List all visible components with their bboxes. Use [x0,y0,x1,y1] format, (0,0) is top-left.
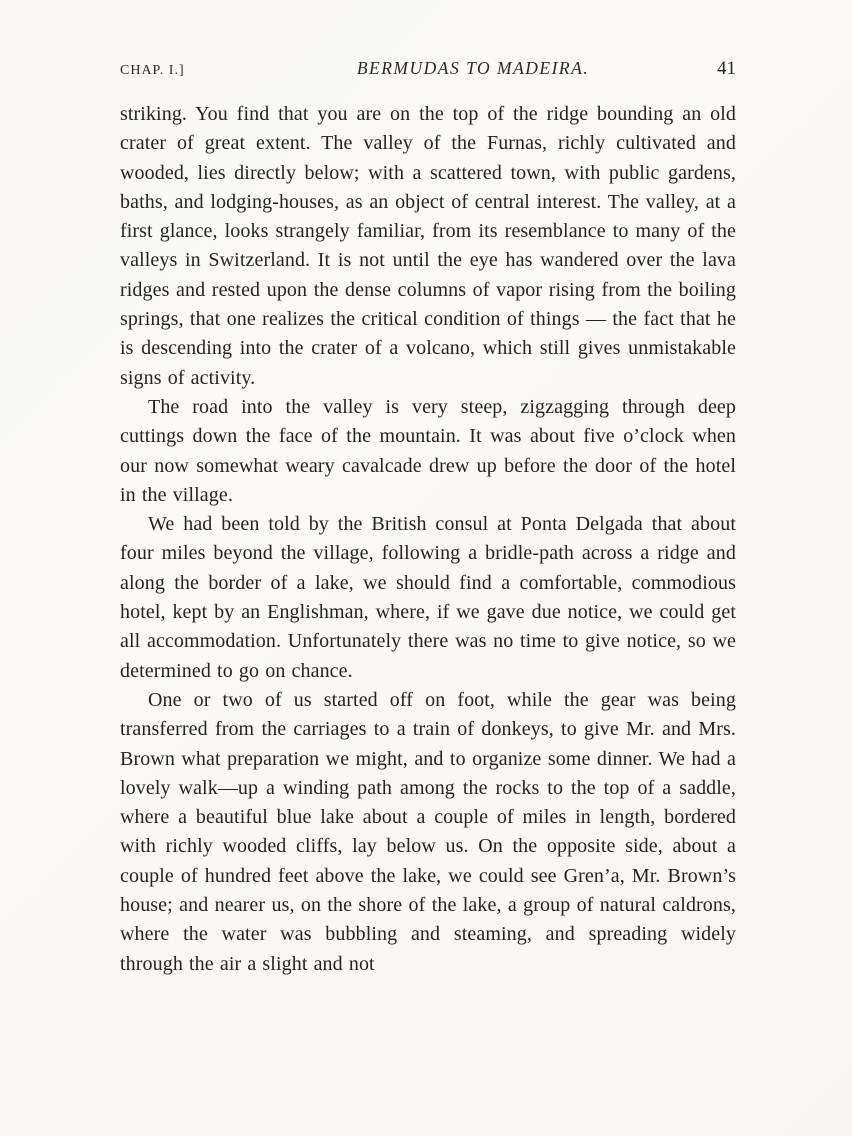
page-header [120,58,736,80]
running-title: BERMUDAS TO MADEIRA. [356,58,590,78]
paragraph: One or two of us started off on foot, while the gear was being transferred from the carriages to a train of donkeys, to give Mr. and Mrs. Brown what preparation we might, and to organize some dinner. We had a lovely walk—up a winding path among the rocks to the top of a saddle, where a beautiful blue lake about a couple of miles in length, bordered with richly wooded cliffs, lay below us. On the opposite side, about a couple of hundred feet above the lake, we could see Gren’a, Mr. Brown’s house; and nearer us, on the shore of the lake, a group of natural caldrons, where the water was bubbling and steaming, and spreading widely through the air a slight and not [120,688,736,975]
paragraph: We had been told by the British consul at Ponta Delgada that about four miles beyond the village, following a bridle-path across a ridge and along the border of a lake, we should find a comfortable, commodious hotel, kept by an Englishman, where, if we gave due notice, we could get all accommodation. Unfortunately there was no time to give notice, so we determined to go on chance. [120,513,736,682]
chapter-label: CHAP. I.] [120,63,185,78]
page-body [120,100,736,979]
paragraph: striking. You find that you are on the top of the ridge bounding an old crater of great extent. The valley of the Furnas, richly cultivated and wooded, lies directly below; with a scattered town, with public gardens, baths, and lodging-houses, as an object of central interest. The valley, at a first glance, looks strangely familiar, from its resemblance to many of the valleys in Switzerland. It is not until the eye has wandered over the lava ridges and rested upon the dense columns of vapor rising from the boiling springs, that one realizes the critical condition of things — the fact that he is descending into the crater of a volcano, which still gives unmistakable signs of activity. [120,103,736,389]
paragraph: The road into the valley is very steep, zigzagging through deep cuttings down the face of the mountain. It was about five o’clock when our now somewhat weary cavalcade drew up before the door of the hotel in the village. [120,395,736,506]
page-number: 41 [717,58,736,79]
